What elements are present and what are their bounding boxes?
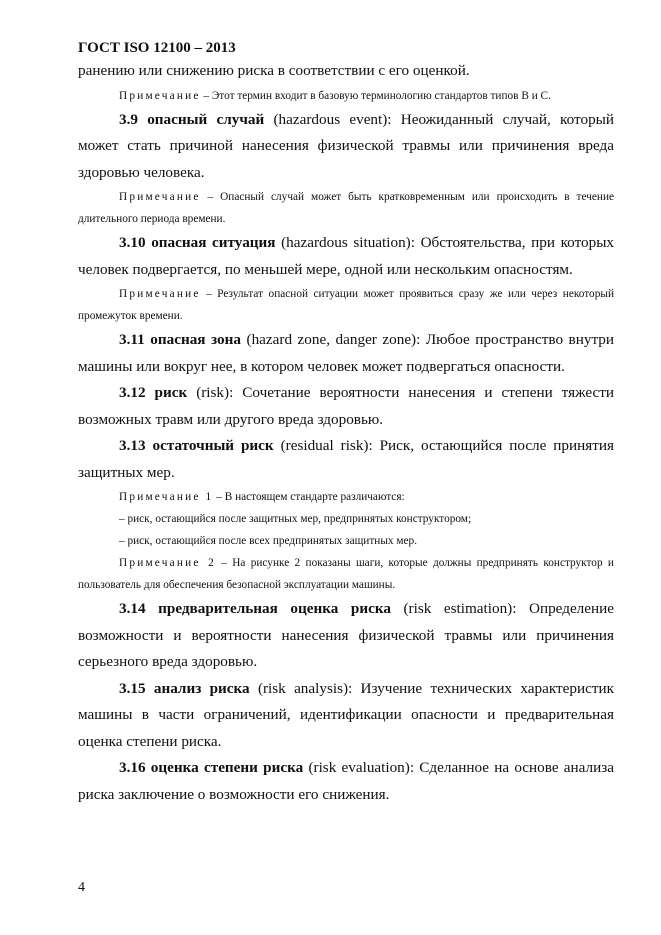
document-header: ГОСТ ISO 12100 – 2013 <box>78 40 236 56</box>
document-body <box>78 58 614 808</box>
term-title: 3.10 опасная ситуация <box>119 234 276 251</box>
page-number: 4 <box>78 880 85 895</box>
term-title: 3.13 остаточный риск <box>119 437 274 454</box>
term-definition: (residual risk): Риск, остающийся после принятия защитных мер. <box>78 437 615 481</box>
note-text: – На рисунке 2 показаны шаги, которые должны предпринять конструктор и пользователь для обеспечения безопасной эксплуатации машины. <box>78 557 614 591</box>
note-text: – Результат опасной ситуации может проявиться сразу же или через некоторый промежуток времени. <box>78 288 614 322</box>
term-title: 3.15 анализ риска <box>119 679 250 697</box>
term-definition: (risk): Сочетание вероятности нанесения и степени тяжести возможных травм или другого вреда здоровью. <box>78 384 614 428</box>
term-3-9 <box>78 107 614 187</box>
term-title: 3.9 опасный случай <box>119 110 265 128</box>
note-paragraph <box>78 186 614 230</box>
note-text: – В настоящем стандарте различаются: <box>213 491 405 503</box>
note-paragraph <box>78 552 614 596</box>
term-3-12 <box>78 380 614 433</box>
term-definition: (hazardous event): Неожиданный случай, который может стать причиной нанесения физической травмы или причинения вреда здоровью человека. <box>78 110 614 181</box>
note-label: Примечание 1 <box>119 491 214 503</box>
term-title: 3.12 риск <box>119 384 188 401</box>
term-title: 3.11 опасная зона <box>119 331 241 348</box>
term-definition: (risk estimation): Определение возможности и вероятности нанесения физической травмы или причинения серьезного вреда здоровью. <box>78 600 614 670</box>
term-3-16 <box>78 755 614 808</box>
term-title: 3.16 оценка степени риска <box>119 759 304 776</box>
note-paragraph <box>78 486 614 508</box>
note-label: Примечание <box>119 89 201 102</box>
term-definition: (risk analysis): Изучение технических характеристик машины в части ограничений, идентификации опасности и предварительная оценка степени риска. <box>78 679 615 750</box>
term-3-11 <box>78 327 614 380</box>
note-text: – Этот термин входит в базовую терминологию стандартов типов B и C. <box>200 89 551 102</box>
intro-paragraph: ранению или снижению риска в соответствии с его оценкой. <box>78 62 470 79</box>
note-label: Примечание <box>119 191 201 203</box>
note-label: Примечание 2 <box>119 557 216 569</box>
term-definition: (hazard zone, danger zone): Любое пространство внутри машины или вокруг нее, в котором человек может подвергаться опасности. <box>78 331 614 375</box>
note-label: Примечание <box>119 288 201 300</box>
term-definition: (hazardous situation): Обстоятельства, при которых человек подвергается, по меньшей мере, одной или нескольким опасностям. <box>78 234 615 278</box>
term-3-10 <box>78 230 614 283</box>
term-title: 3.14 предварительная оценка риска <box>119 600 391 617</box>
note-list-item: – риск, остающийся после всех предпринятых защитных мер. <box>119 535 418 547</box>
note-text: – Опасный случай может быть кратковременным или происходить в течение длительного периода времени. <box>78 191 614 225</box>
note-paragraph <box>78 283 614 327</box>
note-paragraph <box>78 85 614 107</box>
term-3-15 <box>78 676 614 756</box>
term-3-13 <box>78 433 614 486</box>
term-3-14 <box>78 596 614 676</box>
note-list-item: – риск, остающийся после защитных мер, предпринятых конструктором; <box>119 513 472 525</box>
term-definition: (risk evaluation): Сделанное на основе анализа риска заключение о возможности его снижения. <box>78 759 614 803</box>
